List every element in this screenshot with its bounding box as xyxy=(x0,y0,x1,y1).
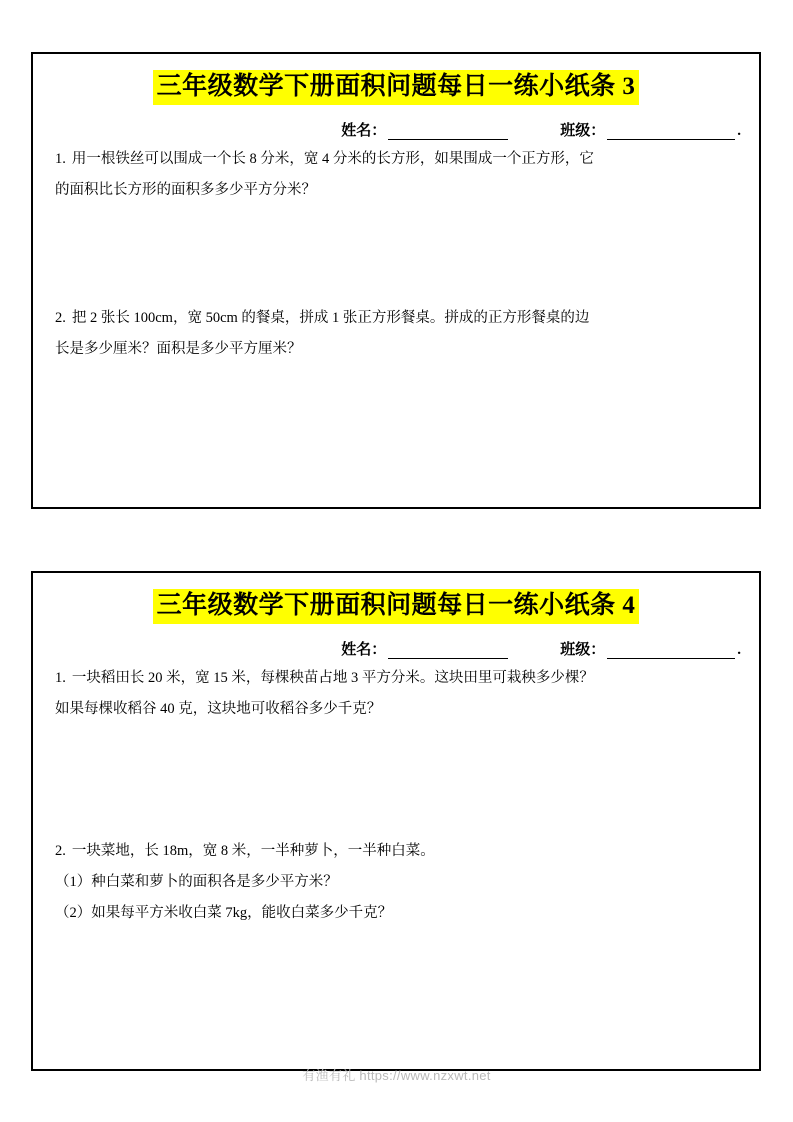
title-container-2 xyxy=(33,589,759,624)
question-2-text-line-1: 把 2 张长 100cm，宽 50cm 的餐桌，拼成 1 张正方形餐桌。拼成的正方形餐桌的边 xyxy=(71,309,590,326)
name-label-2: 姓名： xyxy=(341,642,387,659)
watermark: 有渔有礼 https://www.nzxwt.net xyxy=(302,1068,491,1083)
question-1-text-line-1-sheet-2: 一块稻田长 20 米，宽 15 米，每棵秧苗占地 3 平方分米。这块田里可栽秧多少棵？ xyxy=(71,670,594,687)
class-field-group-1 xyxy=(560,119,741,140)
question-2-sub-2: （2）如果每平方米收白菜 7kg，能收白菜多少千克？ xyxy=(55,904,393,921)
question-1-line-2: 的面积比长方形的面积多多少平方分米？ xyxy=(55,182,316,199)
question-2-text-line-1-sheet-2: 一块菜地，长 18m，宽 8 米，一半种萝卜，一半种白菜。 xyxy=(71,842,435,859)
question-1-text-line-1: 用一根铁丝可以围成一个长 8 分米，宽 4 分米的长方形，如果围成一个正方形，它 xyxy=(71,151,594,168)
class-field-group-2 xyxy=(560,638,741,659)
question-1-number-sheet-2: 1. xyxy=(55,670,66,687)
question-2-line-2: 长是多少厘米？面积是多少平方厘米？ xyxy=(55,340,302,357)
trailing-dot-2: . xyxy=(737,642,741,659)
question-1-line-1-sheet-2 xyxy=(55,663,733,694)
answer-space-1-sheet-1 xyxy=(33,207,759,303)
name-field-group-2 xyxy=(341,638,508,659)
question-2-sheet-2 xyxy=(33,836,759,930)
title-container-1 xyxy=(33,70,759,105)
worksheet-title-1: 三年级数学下册面积问题每日一练小纸条 3 xyxy=(153,70,640,105)
question-2-sheet-1 xyxy=(33,303,759,365)
student-info-row-2 xyxy=(33,638,759,659)
name-input-blank-1[interactable] xyxy=(388,124,508,140)
question-1-sheet-1 xyxy=(33,144,759,206)
student-info-row-1 xyxy=(33,119,759,140)
question-1-line-2-sheet-2: 如果每棵收稻谷 40 克，这块地可收稻谷多少千克？ xyxy=(55,701,382,718)
worksheet-card-2 xyxy=(31,571,761,1071)
question-1-sheet-2 xyxy=(33,663,759,725)
class-input-blank-1[interactable] xyxy=(607,124,735,140)
question-2-sub-1: （1）种白菜和萝卜的面积各是多少平方米？ xyxy=(55,873,338,890)
question-2-line-1 xyxy=(55,303,733,334)
class-label-1: 班级： xyxy=(560,123,606,140)
question-2-number: 2. xyxy=(55,309,66,326)
question-2-number-sheet-2: 2. xyxy=(55,842,66,859)
trailing-dot-1: . xyxy=(737,123,741,140)
question-1-line-1 xyxy=(55,144,733,175)
worksheet-title-2: 三年级数学下册面积问题每日一练小纸条 4 xyxy=(153,589,640,624)
name-input-blank-2[interactable] xyxy=(388,643,508,659)
worksheet-card-1 xyxy=(31,52,761,509)
class-input-blank-2[interactable] xyxy=(607,643,735,659)
name-field-group-1 xyxy=(341,119,508,140)
name-label-1: 姓名： xyxy=(341,123,387,140)
question-1-number: 1. xyxy=(55,151,66,168)
class-label-2: 班级： xyxy=(560,642,606,659)
question-2-line-1-sheet-2 xyxy=(55,836,733,867)
answer-space-1-sheet-2 xyxy=(33,726,759,836)
